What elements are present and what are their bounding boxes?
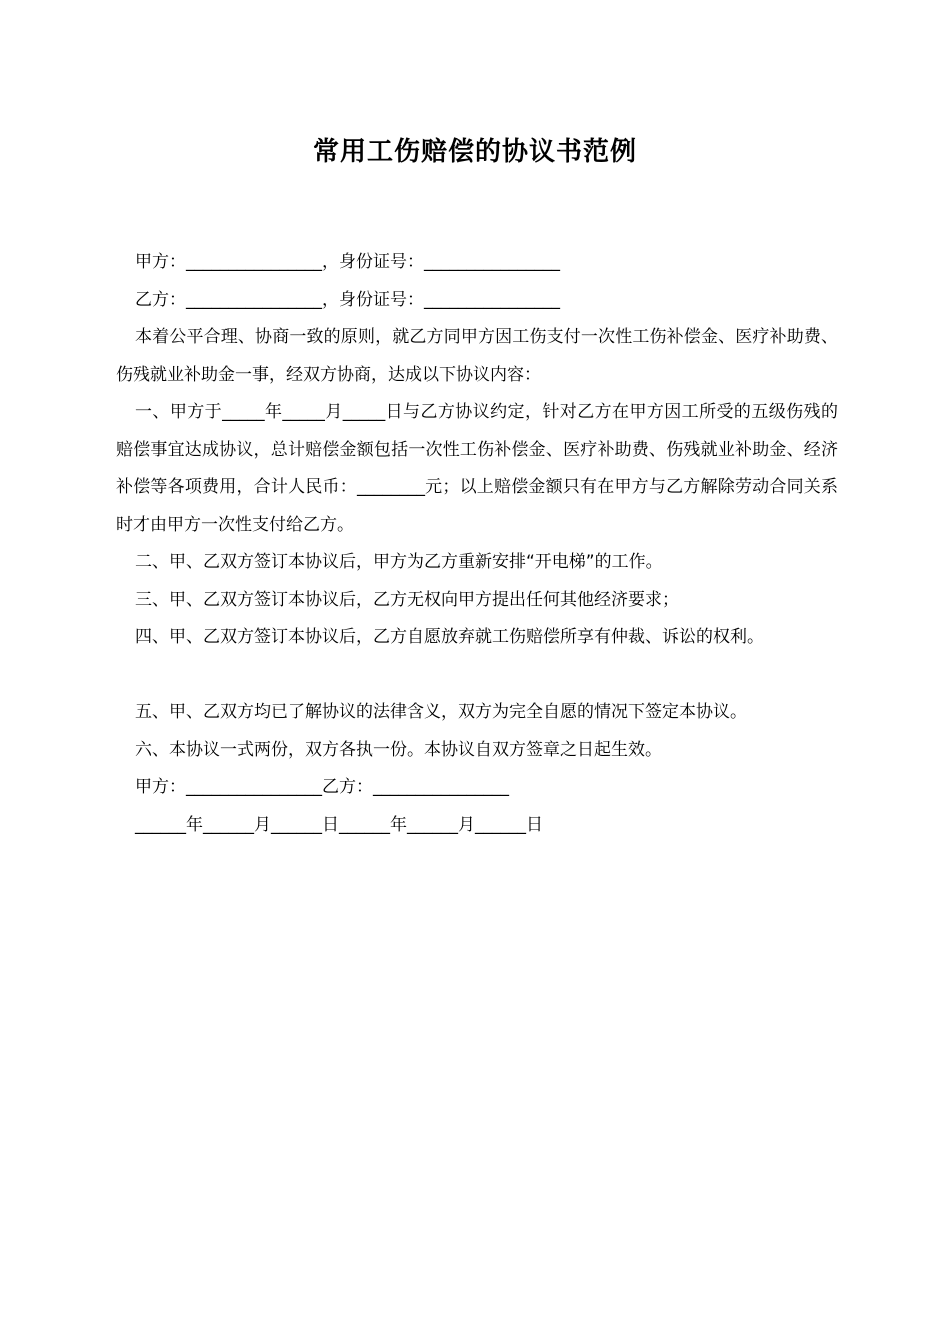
signature-line: 甲方：________________乙方：________________ [135,777,509,797]
blank-spacer [116,657,838,695]
clause-6: 六、本协议一式两份，双方各执一份。本协议自双方签章之日起生效。 [135,739,662,760]
document-title: 常用工伤赔偿的协议书范例 [312,137,637,167]
clause-4: 四、甲、乙双方签订本协议后，乙方自愿放弃就工伤赔偿所享有仲裁、诉讼的权利。 [135,627,764,647]
clause-3: 三、甲、乙双方签订本协议后，乙方无权向甲方提出任何其他经济要求； [135,589,679,610]
date-line: ______年______月______日______年______月______日 [135,814,543,835]
intro-paragraph: 本着公平合理、协商一致的原则，就乙方同甲方因工伤支付一次性工伤补偿金、医疗补助费、伤残就业补助金一事，经双方协商，达成以下协议内容： [116,327,838,385]
clause-1: 一、甲方于_____年_____月_____日与乙方协议约定，针对乙方在甲方因工所受的五级伤残的赔偿事宜达成协议，总计赔偿金额包括一次性工伤补偿金、医疗补助费、伤残就业补助金、经济补偿等各项费用，合计人民币：________元；以上赔偿金额只有在甲方与乙方解除劳动合同关系时才由甲方一次性支付给乙方。 [116,402,838,535]
clause-5: 五、甲、乙双方均已了解协议的法律含义，双方为完全自愿的情况下签定本协议。 [135,702,747,722]
party-a-line: 甲方：________________，身份证号：________________ [135,252,560,272]
clause-2: 二、甲、乙双方签订本协议后，甲方为乙方重新安排“开电梯”的工作。 [135,552,663,572]
document-body [116,244,838,844]
party-b-line: 乙方：________________，身份证号：________________ [135,289,560,310]
